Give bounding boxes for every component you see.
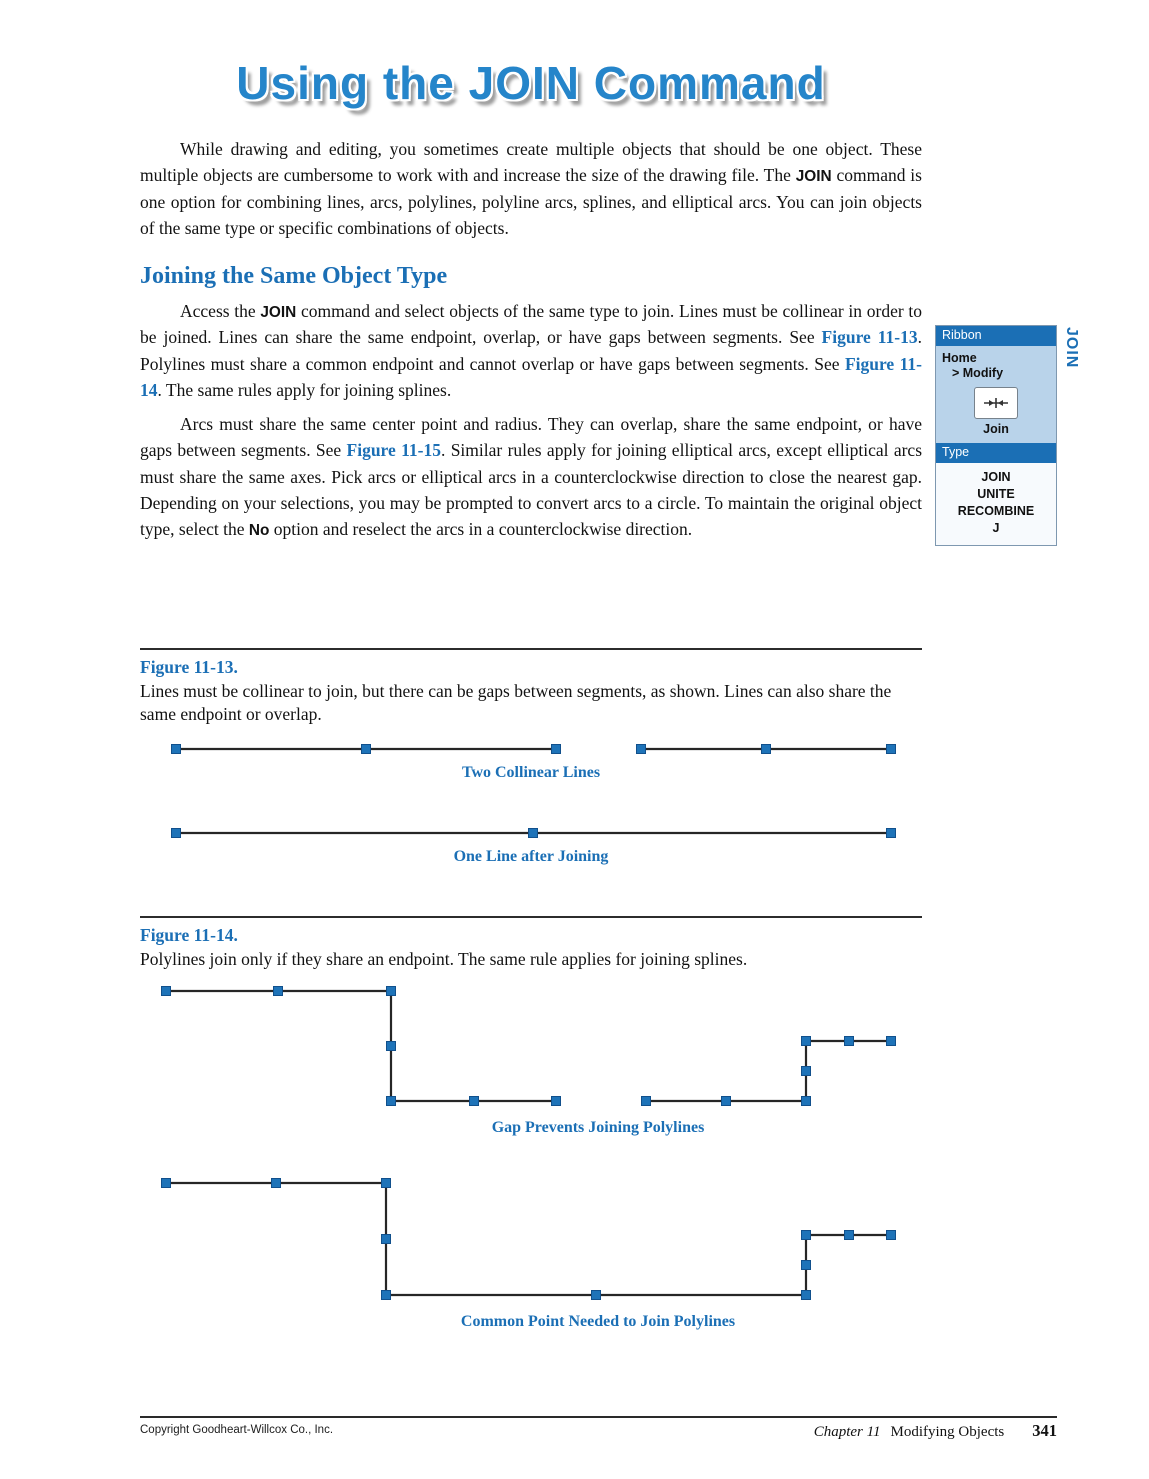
p1-text-3: . Polylines must share a common endpoint and cannot overlap or have gaps between segments. See bbox=[140, 327, 922, 374]
figure-11-13 bbox=[140, 648, 922, 866]
p2-text-2: . Similar rules apply for joining elliptical arcs, except elliptical arcs must share the same axes. Pick arcs or elliptical arcs in a counterclockwise direction to close the nearest gap. Depending on your selections, you may be prompted to convert arcs to a circle. To maintain the original object type, select the bbox=[140, 440, 923, 539]
ribbon-reference-box bbox=[935, 325, 1057, 546]
one-line-after-joining-diagram bbox=[141, 824, 921, 842]
command-type-list bbox=[936, 463, 1056, 545]
copyright-notice: Copyright Goodheart-Willcox Co., Inc. bbox=[140, 1424, 334, 1436]
figure-11-13-caption: Lines must be collinear to join, but there can be gaps between segments, as shown. Lines can also share the same endpoint or overlap. bbox=[140, 681, 892, 724]
one-line-after-joining-label: One Line after Joining bbox=[453, 847, 609, 865]
polyline-paths bbox=[166, 991, 891, 1101]
paragraph-arcs bbox=[140, 411, 922, 542]
ribbon-tab-home: Home bbox=[942, 351, 977, 365]
p1-text-2: command and select objects of the same type to join. Lines must be collinear in order to be joined. Lines can share the same endpoint, overlap, or have gaps between segments. See bbox=[140, 301, 922, 348]
grip-handles bbox=[162, 986, 896, 1105]
section-heading: Joining the Same Object Type bbox=[140, 263, 448, 289]
join-command-keyword: JOIN bbox=[260, 304, 297, 321]
figure-11-14-caption: Polylines join only if they share an endpoint. The same rule applies for joining splines. bbox=[140, 949, 748, 969]
intro-paragraph bbox=[140, 136, 922, 241]
ribbon-box-header: Ribbon bbox=[936, 326, 1056, 346]
two-collinear-lines-diagram bbox=[141, 740, 921, 758]
join-command-keyword: JOIN bbox=[795, 168, 832, 186]
common-point-polyline-diagram bbox=[141, 1175, 921, 1307]
p2-text-3: option and reselect the arcs in a counterclockwise direction. bbox=[269, 519, 693, 539]
intro-text-2: command is one option for combining lines, arcs, polylines, polyline arcs, splines, and elliptical arcs. You can join objects of the same type or specific combinations of objects. bbox=[140, 165, 922, 238]
p1-text-1: Access the bbox=[180, 301, 261, 321]
join-margin-tab: JOIN bbox=[1063, 327, 1080, 369]
polyline-paths bbox=[166, 1183, 891, 1295]
figure-11-13-label: Figure 11-13. bbox=[140, 657, 238, 677]
gap-polylines-diagram bbox=[141, 983, 921, 1113]
chapter-number: Chapter 11 bbox=[813, 1424, 881, 1440]
two-collinear-lines-label: Two Collinear Lines bbox=[461, 763, 601, 781]
type-item-unite: UNITE bbox=[977, 486, 1015, 501]
footer-rule bbox=[140, 1416, 1057, 1418]
figure-divider-rule bbox=[140, 916, 922, 918]
no-option-keyword: No bbox=[248, 522, 270, 539]
p1-text-4: . The same rules apply for joining splines. bbox=[157, 379, 452, 400]
page-number: 341 bbox=[1032, 1421, 1057, 1440]
chapter-name: Modifying Objects bbox=[890, 1424, 1005, 1440]
type-item-join: JOIN bbox=[981, 470, 1011, 484]
join-tool-button[interactable] bbox=[974, 387, 1018, 419]
grip-handles bbox=[162, 1178, 896, 1299]
ribbon-panel-modify: > Modify bbox=[952, 366, 1004, 380]
type-item-j: J bbox=[992, 520, 1000, 535]
type-section-header: Type bbox=[936, 443, 1056, 463]
intro-text-1: While drawing and editing, you sometimes create multiple objects that should be one object. These multiple objects are cumbersome to work with and increase the size of the drawing file. The bbox=[140, 139, 922, 186]
p2-text-1: Arcs must share the same center point and radius. They can overlap, share the same endpoint, or have gaps between segments. See bbox=[140, 414, 922, 461]
type-item-recombine: RECOMBINE bbox=[957, 503, 1035, 518]
figure-11-15-link[interactable]: Figure 11-15 bbox=[346, 440, 441, 461]
main-column bbox=[140, 0, 922, 542]
common-point-needed-label: Common Point Needed to Join Polylines bbox=[460, 1312, 736, 1330]
page-title: Using the JOIN Command bbox=[236, 57, 826, 109]
figure-divider-rule bbox=[140, 648, 922, 650]
figure-11-13-link[interactable]: Figure 11-13 bbox=[821, 327, 918, 348]
join-icon bbox=[982, 395, 1010, 411]
join-button-label: Join bbox=[983, 422, 1009, 436]
gap-prevents-joining-label: Gap Prevents Joining Polylines bbox=[491, 1118, 705, 1136]
footer-chapter-info bbox=[814, 1421, 1057, 1441]
figure-11-14-link[interactable]: Figure 11-14 bbox=[140, 353, 922, 400]
paragraph-access-join bbox=[140, 298, 922, 403]
figure-11-14-label: Figure 11-14. bbox=[140, 925, 238, 945]
figure-11-14 bbox=[140, 916, 922, 1331]
